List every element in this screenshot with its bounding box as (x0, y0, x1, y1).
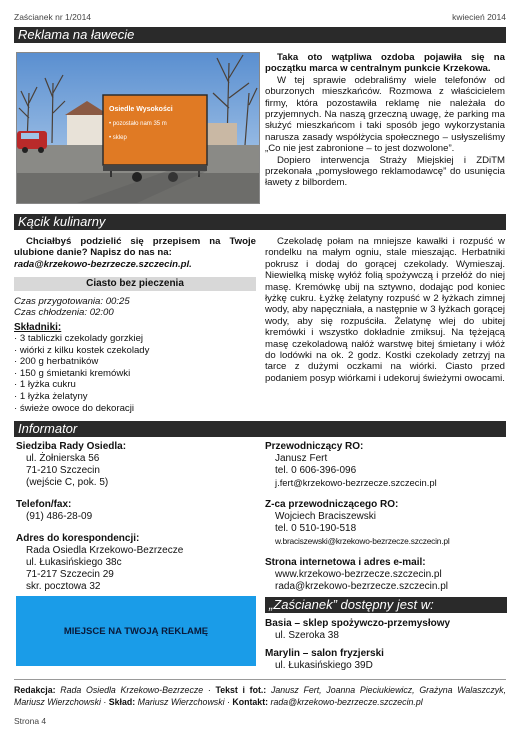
shop-name: Marylin – salon fryzjerski (265, 648, 384, 659)
recipe-method (265, 236, 505, 384)
shop-address: ul. Szeroka 38 (275, 630, 339, 641)
issue-label: Zaścianek nr 1/2014 (14, 12, 92, 22)
prep-time: Czas przygotowania: 00:25 (14, 296, 130, 307)
ad-placeholder[interactable]: MIEJSCE NA TWOJĄ REKLAMĘ (16, 596, 256, 666)
ad-article-p1: W tej sprawie odebraliśmy wiele telefonów od oburzonych mieszkańców. Rozmowa z właścicielem firmy, która pozostawiła reklamę nie należała do przyjemnych. Na naszą grzeczną uwagę, że parking ma służyć mieszkańcom i taki sposób jego wykorzystania narusza zasady współżycia społecznego – usłyszeliśmy „Co nie jest zabronione – to jest dozwolone”. (265, 74, 505, 155)
recipe-title: Ciasto bez pieczenia (14, 277, 256, 291)
ad-article-p2: Dopiero interwencja Straży Miejskiej i ZDiTM przekonała „pomysłowego reklamodawcę” do usunięcia ławety z bilbordem. (265, 154, 505, 189)
footer-credits: Redakcja: Rada Osiedla Krzekowo-Bezrzecze · Tekst i fot.: Janusz Fert, Joanna Pieciukiewicz, Grażyna Walaszczyk, Mariusz Wierzchowski · Skład: Mariusz Wierzchowski · Kontakt: rada@krzekowo-bezrzecze.szczecin.pl (14, 685, 506, 707)
footer-label: Redakcja: (14, 685, 56, 695)
info-line: skr. pocztowa 32 (26, 581, 101, 592)
info-label: Przewodniczący RO: (265, 441, 364, 452)
ad-article (265, 52, 505, 189)
info-right (265, 441, 507, 593)
ad-article-lead: Taka oto wątpliwa ozdoba pojawiła się na początku marca w centralnym punkcie Krzekowa. (265, 52, 505, 75)
svg-text:• pozostało nam 35 m: • pozostało nam 35 m (109, 121, 167, 127)
footer-value: Janusz Fert, Joanna Pieciukiewicz, Grażyna Walaszczyk, Mariusz Wierzchowski (14, 685, 506, 707)
info-line: Janusz Fert (275, 453, 328, 464)
recipe-times (14, 296, 256, 319)
info-line: ul. Żołnierska 56 (26, 453, 100, 464)
footer-divider (14, 679, 506, 680)
shop-name: Basia – sklep spożywczo-przemysłowy (265, 618, 451, 629)
info-email-link[interactable]: w.braciszewski@krzekowo-bezrzecze.szczecin.pl (275, 536, 450, 546)
info-label: Adres do korespondencji: (16, 533, 140, 544)
footer-label: Skład: (108, 697, 136, 707)
ingredient-item: · 1 łyżka cukru (14, 379, 76, 391)
shop-address: ul. Łukasińskiego 39D (275, 660, 373, 671)
website-link[interactable]: www.krzekowo-bezrzecze.szczecin.pl (275, 569, 442, 580)
info-left (16, 441, 256, 593)
info-label: Telefon/fax: (16, 499, 72, 510)
billboard-text: Osiedle Wysokości (109, 106, 173, 113)
info-line: ul. Łukasińskiego 38c (26, 557, 122, 568)
cooking-intro (14, 236, 256, 270)
info-line: Wojciech Braciszewski (275, 511, 376, 522)
cooking-intro-text: Chciałbyś podzielić się przepisem na Twoje ulubione danie? Napisz do nas na: (14, 236, 256, 259)
info-email-link[interactable]: j.fert@krzekowo-bezrzecze.szczecin.pl (275, 477, 437, 488)
footer-value: Rada Osiedla Krzekowo-Bezrzecze (60, 685, 204, 695)
info-label: Strona internetowa i adres e-mail: (265, 557, 426, 568)
trailer-photo-image (17, 53, 259, 203)
ingredients-label: Składniki: (14, 322, 62, 333)
ingredient-item: · świeże owoce do dekoracji (14, 402, 134, 414)
ingredient-item: · 200 g herbatników (14, 356, 99, 368)
issue-date: kwiecień 2014 (452, 12, 506, 22)
cooking-intro-email: rada@krzekowo-bezrzecze.szczecin.pl. (14, 258, 192, 270)
ingredient-item: · wiórki z kilku kostek czekolady (14, 344, 150, 356)
ingredients (14, 322, 256, 414)
recipe-method-text: Czekoladę połam na mniejsze kawałki i rozpuść w rondelku na małym ogniu, stale mieszając. Herbatniki pokrusz i dodaj do gorącej czekolady. Wymieszaj. Niewielką miskę wyłóż folią spożywczą i przełóż do niej masę. Kremówkę ubij na sztywno, dodając pod koniec łyżkę cukru. Łyżkę żelatyny rozpuść w 2 łyżkach zimnej wody, aby napęczniała, a następnie w 3 łyżkach gorącej wody, aby się rozpuściła. Żelatynę wlej do ubitej kremówki i wszystko dokładnie zmiksuj. Na tężejącą masę czekoladową nałóż warstwę bitej śmietany i włóż do lodówki na ok. 2 godz. Kostki czekolady zetrzyj na tarce z dużymi oczkami na wiórki. Ciasto przed podaniem posyp wiórkami i udekoruj świeżymi owocami. (265, 236, 505, 384)
svg-text:• sklep: • sklep (109, 135, 127, 141)
info-line: (91) 486-28-09 (26, 511, 93, 522)
ingredient-item: · 3 tabliczki czekolady gorzkiej (14, 333, 144, 344)
info-line: Rada Osiedla Krzekowo-Bezrzecze (26, 545, 184, 556)
section-title-cooking: Kącik kulinarny (14, 214, 506, 230)
info-label: Siedziba Rady Osiedla: (16, 441, 127, 452)
ingredient-item: · 150 g śmietanki kremówki (14, 367, 131, 379)
footer-value: Mariusz Wierzchowski (137, 697, 225, 707)
info-line: (wejście C, pok. 5) (26, 477, 109, 488)
info-line: 71-210 Szczecin (26, 465, 100, 476)
trailer-photo (16, 52, 260, 204)
info-line: 71-217 Szczecin 29 (26, 569, 114, 580)
section-title-info: Informator (14, 421, 506, 437)
shops-list (265, 618, 507, 672)
page-number: Strona 4 (14, 716, 47, 726)
cool-time: Czas chłodzenia: 02:00 (14, 307, 114, 319)
info-line: tel. 0 510-190-518 (275, 523, 357, 534)
footer-label: Kontakt: (232, 697, 269, 707)
footer-contact-email[interactable]: rada@krzekowo-bezrzecze.szczecin.pl (270, 697, 423, 707)
info-email-link[interactable]: rada@krzekowo-bezrzecze.szczecin.pl (275, 581, 448, 592)
info-line: tel. 0 606-396-096 (275, 465, 357, 476)
ingredient-item: · 1 łyżka żelatyny (14, 390, 88, 402)
section-title-ad: Reklama na ławecie (14, 27, 506, 43)
section-title-availability: „Zaścianek” dostępny jest w: (265, 597, 507, 613)
info-label: Z-ca przewodniczącego RO: (265, 499, 399, 510)
footer-label: Tekst i fot.: (215, 685, 267, 695)
